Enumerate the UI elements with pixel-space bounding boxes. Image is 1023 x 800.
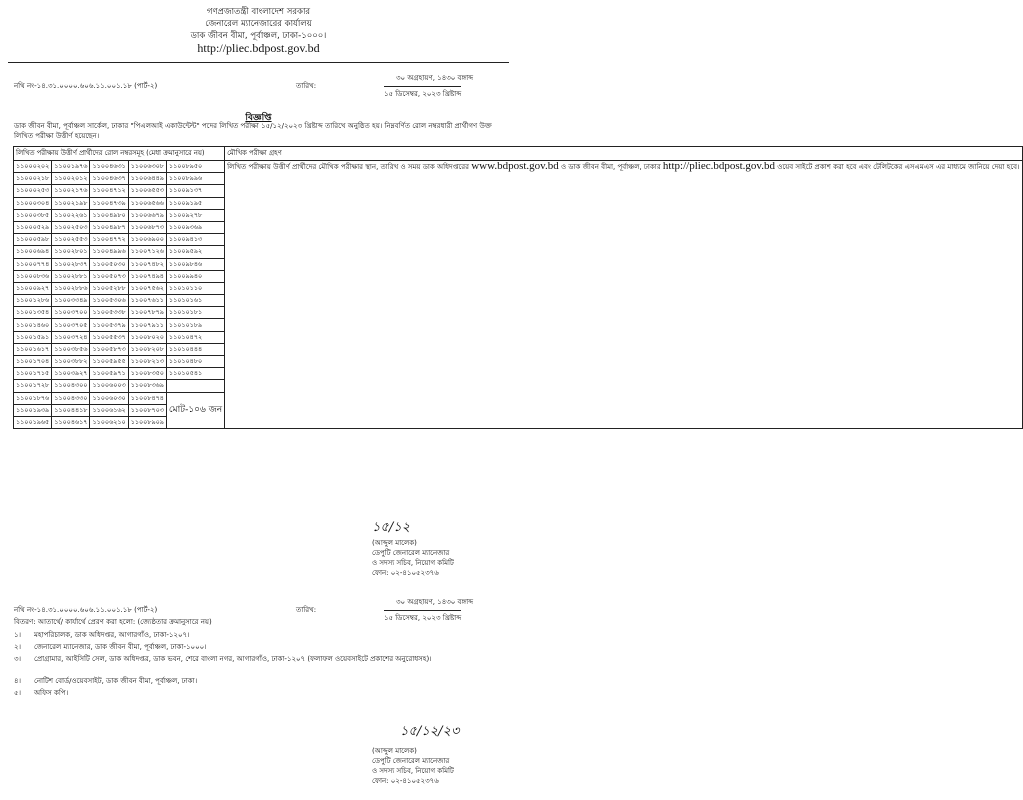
roll-cell: ১১০০৭৫৬২ bbox=[128, 282, 166, 294]
distribution-item-text: নোটিশ বোর্ড/ওয়েবসাইট, ডাক জীবন বীমা, পূর্বাঞ্চল, ঢাকা। bbox=[34, 677, 198, 685]
website-url[interactable]: http://pliec.bdpost.gov.bd bbox=[197, 41, 320, 55]
results-body bbox=[14, 161, 1023, 429]
signatory-block bbox=[372, 538, 454, 578]
roll-cell: ১১০০১৭১৫ bbox=[14, 368, 52, 380]
roll-cell: ১১০০৫২৮৮ bbox=[90, 282, 128, 294]
roll-cell: ১১০০৯৪১৩ bbox=[166, 234, 224, 246]
viva-text-3: ওয়েব সাইটে প্রকাশ করা হবে এবং টেলিটকের এসএমএস এর মাধ্যমে জানিয়ে দেয়া হবে। bbox=[777, 163, 1020, 171]
roll-cell: ১১০০৮৩৬৯ bbox=[128, 380, 166, 392]
roll-cell: ১১০০৪৯৮০ bbox=[90, 209, 128, 221]
roll-cell: ১১০০৬৪৪৯ bbox=[128, 173, 166, 185]
roll-cell: ১১০০৬৩০৮ bbox=[128, 161, 166, 173]
distribution-item-number: ২। bbox=[14, 643, 22, 651]
roll-cell: ১১০০৩৮৮২ bbox=[52, 356, 90, 368]
roll-cell: ১১০০৮৯০৯ bbox=[128, 416, 166, 428]
roll-cell: ১১০০৯১৩৭ bbox=[166, 185, 224, 197]
distribution-item bbox=[14, 688, 506, 698]
notice-paragraph: ডাক জীবন বীমা, পূর্বাঞ্চল সার্কেল, ঢাকার "পিএলআই একাউন্টেন্ট" পদের লিখিত পরীক্ষা ১৫/১২/২০২৩ খ্রিষ্টাব্দ তারিখে অনুষ্ঠিত হয়। নিম্নবর্ণিত রোল নম্বরধারী প্রার্থীগণ উক্ত লিখিত পরীক্ষা উত্তীর্ণ হয়েছেন। bbox=[14, 122, 492, 140]
viva-header: মৌখিক পরীক্ষা গ্রহণ bbox=[225, 147, 1022, 161]
roll-cell: ১১০০০৮৩৬ bbox=[14, 270, 52, 282]
roll-cell: ১১০০৬৯০০ bbox=[128, 234, 166, 246]
roll-cell: ১১০০২৮৩৭ bbox=[52, 258, 90, 270]
distribution-item bbox=[14, 676, 506, 686]
roll-cell: ১১০০৩৯২৭ bbox=[52, 368, 90, 380]
roll-cell: ১১০১০৪৮০ bbox=[166, 356, 224, 368]
roll-cell: ১১০০৩৭০৫ bbox=[52, 319, 90, 331]
roll-cell: ১১০০৫৮৭৩ bbox=[90, 343, 128, 355]
roll-cell: ১১০০৫০৭৩ bbox=[90, 270, 128, 282]
roll-cell: ১১০০০৩০৪ bbox=[14, 197, 52, 209]
roll-cell: ১১০০৭৪৯৪ bbox=[128, 270, 166, 282]
signatory-block-2 bbox=[372, 746, 454, 786]
distribution-intro: বিতরণ: আতার্থে/ কার্যার্থে প্রেরণ করা হলো: (জ্যেষ্ঠতার ক্রমানুসারে নয়) bbox=[14, 618, 212, 626]
distribution-item-number: ৩। bbox=[14, 655, 22, 663]
roll-cell: ১১০০৬১৬২ bbox=[90, 404, 128, 416]
government-name: গণপ্রজাতন্ত্রী বাংলাদেশ সরকার bbox=[206, 7, 311, 17]
roll-cell: ১১০০২৫০৩ bbox=[52, 221, 90, 233]
roll-cell: ১১০০৩৮৫৬ bbox=[52, 343, 90, 355]
viva-url-bdpost[interactable]: www.bdpost.gov.bd bbox=[471, 160, 559, 172]
roll-cell: ১১০০৭৮৭৯ bbox=[128, 307, 166, 319]
roll-cell: ১১০০১৪৬০ bbox=[14, 319, 52, 331]
roll-cell: ১১০০২৫৫৩ bbox=[52, 234, 90, 246]
roll-cell: ১১০১০১৮৯ bbox=[166, 319, 224, 331]
signatory-phone-2: ফোন: ০২-৪১০৫২৩৭৬ bbox=[372, 777, 439, 785]
roll-numbers-header: লিখিত পরীক্ষায় উত্তীর্ণ প্রার্থীদের রোল নম্বরসমূহ (মেধা ক্রমানুসারে নয়) bbox=[14, 147, 225, 161]
roll-cell: ১১০১০৪৭২ bbox=[166, 331, 224, 343]
roll-cell: ১১০০৭৬১১ bbox=[128, 295, 166, 307]
roll-cell: ১১০০৯৩৬৯ bbox=[166, 221, 224, 233]
viva-text-1: লিখিত পরীক্ষায় উত্তীর্ণ প্রার্থীদের মৌখিক পরীক্ষার স্থান, তারিখ ও সময় ডাক অধিদপ্তরের bbox=[227, 163, 469, 171]
signature-mark-2: ১৫/১২/২৩ bbox=[400, 724, 460, 739]
roll-cell: ১১০০৮৩৫০ bbox=[128, 368, 166, 380]
distribution-item bbox=[14, 642, 506, 652]
roll-cell: ১১০০৮৯৯৬ bbox=[166, 173, 224, 185]
roll-cell: ১১০০২১৯৮ bbox=[52, 197, 90, 209]
roll-cell: ১১০০১৩৫৪ bbox=[14, 307, 52, 319]
distribution-item-text: প্রোগ্রামার, আইসিটি সেল, ডাক অধিদপ্তর, ডাক ভবন, শেরে বাংলা নগর, আগারগাঁও, ঢাকা-১২০৭ (ফলাফল ওয়েবসাইটে প্রকাশের অনুরোধসহ)। bbox=[34, 655, 432, 663]
roll-cell: ১১০০৬৮৭৩ bbox=[128, 221, 166, 233]
roll-cell: ১১০০৮২১৩ bbox=[128, 356, 166, 368]
roll-cell: ১১০১০১৬১ bbox=[166, 295, 224, 307]
signature-mark: ১৫/১২ bbox=[372, 520, 411, 535]
roll-cell: ১১০০৪৩৩০ bbox=[52, 392, 90, 404]
distribution-item-number: ৪। bbox=[14, 677, 22, 685]
roll-cell: ১১০০১৯৭৬ bbox=[52, 161, 90, 173]
roll-cell: ১১০০৪৭৩৯ bbox=[90, 197, 128, 209]
roll-cell: ১১০০৯৫৯২ bbox=[166, 246, 224, 258]
roll-cell: ১১০০৪৭৭২ bbox=[90, 234, 128, 246]
roll-cell: ১১০০৮২০৮ bbox=[128, 343, 166, 355]
roll-cell: ১১০০৬৬৭৯ bbox=[128, 209, 166, 221]
roll-cell: ১১০০৪৯৯৬ bbox=[90, 246, 128, 258]
viva-url-pliec[interactable]: http://pliec.bdpost.gov.bd bbox=[662, 160, 775, 172]
roll-cell: ১১০০২৮০১ bbox=[52, 246, 90, 258]
distribution-item bbox=[14, 654, 506, 664]
roll-cell: ১১০০৫০৩০ bbox=[90, 258, 128, 270]
roll-cell: ১১০১০৪৪৪ bbox=[166, 343, 224, 355]
roll-cell: ১১০০০২৫৩ bbox=[14, 185, 52, 197]
distribution-item-text: মহাপরিচালক, ডাক অধিদপ্তর, আগারগাঁও, ঢাকা-১২০৭। bbox=[34, 631, 190, 639]
roll-cell: ১১০০১৯৩৯ bbox=[14, 404, 52, 416]
roll-cell: ১১০০২১৭৬ bbox=[52, 185, 90, 197]
signatory-committee: ও সদস্য সচিব, নিয়োগ কমিটি bbox=[372, 559, 454, 567]
memo-ref: নথি নং-১৪.৩১.০০০০.৬০৬.১১.০০১.১৮ (পার্ট-২) bbox=[14, 82, 158, 90]
office-address: ডাক জীবন বীমা, পূর্বাঞ্চল, ঢাকা-১০০০। bbox=[190, 31, 327, 41]
roll-cell: ১১০০৩৭২৪ bbox=[52, 331, 90, 343]
table-header-row bbox=[14, 147, 1023, 161]
date-english: ১৫ ডিসেম্বর, ২০২৩ খ্রিষ্টাব্দ bbox=[384, 86, 461, 100]
roll-cell: ১১০০৬০৩০ bbox=[90, 392, 128, 404]
signatory-committee-2: ও সদস্য সচিব, নিয়োগ কমিটি bbox=[372, 767, 454, 775]
roll-cell: ১১০০১৯৬৫ bbox=[14, 416, 52, 428]
roll-cell: ১১০০২২৬১ bbox=[52, 209, 90, 221]
roll-cell: ১১০০৭১২৬ bbox=[128, 246, 166, 258]
header-divider bbox=[8, 62, 509, 63]
distribution-item-number: ১। bbox=[14, 631, 22, 639]
roll-cell bbox=[166, 380, 224, 392]
roll-cell: ১১০০৮০২০ bbox=[128, 331, 166, 343]
roll-cell: ১১০০৯৮৪৬ bbox=[166, 258, 224, 270]
roll-cell: ১১০০৫৫৩৭ bbox=[90, 331, 128, 343]
roll-cell: ১১০০৭৯১১ bbox=[128, 319, 166, 331]
roll-cell: ১১০০৩৩৪৯ bbox=[52, 295, 90, 307]
roll-cell: ১১০০৯৯৪০ bbox=[166, 270, 224, 282]
roll-cell: ১১০০৪৯৮৭ bbox=[90, 221, 128, 233]
roll-cell: ১১০০৮৭০৩ bbox=[128, 404, 166, 416]
signatory-designation: ডেপুটি জেনারেল ম্যানেজার bbox=[372, 549, 450, 557]
date-english-2: ১৫ ডিসেম্বর, ২০২৩ খ্রিষ্টাব্দ bbox=[384, 610, 461, 624]
roll-cell: ১১০০৬২১০ bbox=[90, 416, 128, 428]
roll-cell: ১১০০৮৪৭৪ bbox=[128, 392, 166, 404]
roll-cell: ১১০০৯২৭৮ bbox=[166, 209, 224, 221]
roll-cell: ১১০০৫৩০৬ bbox=[90, 295, 128, 307]
roll-cell: ১১০০৭৪৮২ bbox=[128, 258, 166, 270]
roll-cell: ১১০০১৫৯১ bbox=[14, 331, 52, 343]
roll-cell: ১১০০৮৯৫০ bbox=[166, 161, 224, 173]
date-label: তারিখ: bbox=[296, 82, 317, 90]
date-label-2: তারিখ: bbox=[296, 606, 317, 614]
viva-info-cell bbox=[225, 161, 1022, 429]
roll-cell: ১১০১০১৮১ bbox=[166, 307, 224, 319]
distribution-item-number: ৫। bbox=[14, 689, 22, 697]
roll-cell: ১১০০০২১৮ bbox=[14, 173, 52, 185]
roll-cell: ১১০০০৩৮৫ bbox=[14, 209, 52, 221]
roll-cell: ১১০০৬০০৩ bbox=[90, 380, 128, 392]
roll-cell: ১১০০৬৫৬৬ bbox=[128, 197, 166, 209]
distribution-item bbox=[14, 630, 506, 640]
roll-cell: ১১০০৯১৯৫ bbox=[166, 197, 224, 209]
roll-cell: ১১০০৩৭০০ bbox=[52, 307, 90, 319]
roll-cell: ১১০০০৫২৯ bbox=[14, 221, 52, 233]
roll-cell: ১১০০৫৯৫৫ bbox=[90, 356, 128, 368]
roll-cell: ১১০১০৫৪১ bbox=[166, 368, 224, 380]
roll-cell: ১১০০১৬১৭ bbox=[14, 343, 52, 355]
notice-title: বিজ্ঞপ্তি bbox=[245, 113, 272, 123]
signatory-phone: ফোন: ০২-৪১০৫২৩৭৬ bbox=[372, 569, 439, 577]
roll-cell: ১১০০৪৬৩১ bbox=[90, 161, 128, 173]
roll-cell: ১১০০২০১২ bbox=[52, 173, 90, 185]
total-count: মোট-১০৬ জন bbox=[166, 392, 224, 429]
memo-ref-2: নথি নং-১৪.৩১.০০০০.৬০৬.১১.০০১.১৮ (পার্ট-২) bbox=[14, 606, 158, 614]
roll-cell: ১১০১০১১০ bbox=[166, 282, 224, 294]
roll-cell: ১১০০১৭০৪ bbox=[14, 356, 52, 368]
distribution-item-text: অফিস কপি। bbox=[34, 689, 69, 697]
roll-cell: ১১০০০৭৭৪ bbox=[14, 258, 52, 270]
roll-cell: ১১০০০৯২৭ bbox=[14, 282, 52, 294]
roll-cell: ১১০০৬৫৫৩ bbox=[128, 185, 166, 197]
roll-cell: ১১০০৪৭১২ bbox=[90, 185, 128, 197]
roll-cell: ১১০০০৬৯৪ bbox=[14, 246, 52, 258]
date-bengali-2: ৩০ অগ্রহায়ণ, ১৪৩০ বঙ্গাব্দ bbox=[396, 598, 474, 606]
roll-cell: ১১০০২৮৮৬ bbox=[52, 282, 90, 294]
roll-cell: ১১০০১২৮৬ bbox=[14, 295, 52, 307]
roll-cell: ১১০০৪৩০০ bbox=[52, 380, 90, 392]
roll-cell: ১১০০৪৪১৮ bbox=[52, 404, 90, 416]
office-name: জেনারেল ম্যানেজারের কার্যালয় bbox=[205, 19, 312, 29]
table-row bbox=[14, 161, 1023, 173]
signatory-name-2: (আব্দুল মালেক) bbox=[372, 747, 417, 755]
signatory-designation-2: ডেপুটি জেনারেল ম্যানেজার bbox=[372, 757, 450, 765]
roll-cell: ১১০০০২০২ bbox=[14, 161, 52, 173]
signatory-name: (আব্দুল মালেক) bbox=[372, 539, 417, 547]
distribution-item-text: জেনারেল ম্যানেজার, ডাক জীবন বীমা, পূর্বাঞ্চল, ঢাকা-১০০০। bbox=[34, 643, 207, 651]
roll-cell: ১১০০৫৯৭১ bbox=[90, 368, 128, 380]
roll-cell: ১১০০০৫৯৮ bbox=[14, 234, 52, 246]
roll-cell: ১১০০৪৬১৭ bbox=[52, 416, 90, 428]
roll-cell: ১১০০৫৩৩৮ bbox=[90, 307, 128, 319]
date-bengali: ৩০ অগ্রহায়ণ, ১৪৩০ বঙ্গাব্দ bbox=[396, 74, 474, 82]
viva-text-2: ও ডাক জীবন বীমা, পূর্বাঞ্চল, ঢাকার bbox=[560, 163, 661, 171]
roll-cell: ১১০০৫৩৭৯ bbox=[90, 319, 128, 331]
results-table bbox=[13, 146, 1023, 429]
roll-cell: ১১০০২৮৮১ bbox=[52, 270, 90, 282]
roll-cell: ১১০০৪৬৩৭ bbox=[90, 173, 128, 185]
roll-cell: ১১০০১৭২৮ bbox=[14, 380, 52, 392]
roll-cell: ১১০০১৮৭৬ bbox=[14, 392, 52, 404]
